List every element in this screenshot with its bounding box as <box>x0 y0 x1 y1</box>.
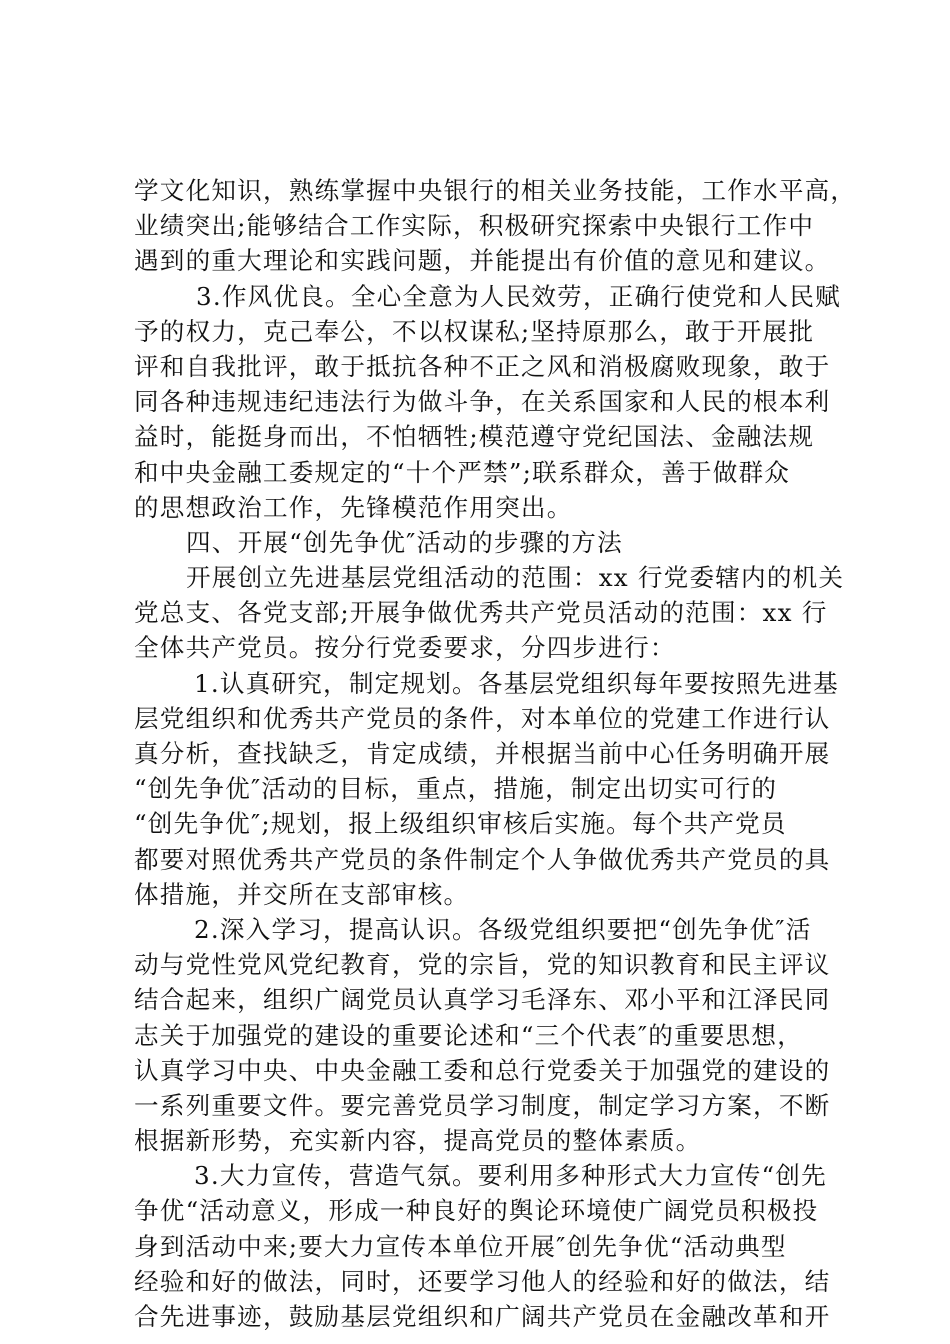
paragraph-start-line: 3.大力宣传，营造气氛。要利用多种形式大力宣传“创先 <box>194 1161 827 1191</box>
text-line: 的思想政治工作，先锋模范作用突出。 <box>134 492 573 522</box>
text-line: 和中央金融工委规定的“十个严禁”;联系群众，善于做群众 <box>134 457 791 487</box>
text-line: “创先争优″;规划，报上级组织审核后实施。每个共产党员 <box>134 809 787 839</box>
text-line: 全体共产党员。按分行党委要求，分四步进行： <box>134 633 676 663</box>
text-line: 同各种违规违纪违法行为做斗争，在关系国家和人民的根本利 <box>134 387 831 417</box>
text-line: 层党组织和优秀共产党员的条件，对本单位的党建工作进行认 <box>134 703 831 733</box>
text-line: 业绩突出;能够结合工作实际，积极研究探索中央银行工作中 <box>134 211 815 241</box>
paragraph-start-line: 1.认真研究，制定规划。各基层党组织每年要按照先进基 <box>194 668 839 698</box>
text-line: 合先进事迹，鼓励基层党组织和广阔共产党员在金融改革和开 <box>134 1302 831 1331</box>
text-line: 一系列重要文件。要完善党员学习制度，制定学习方案，不断 <box>134 1090 831 1120</box>
text-line: 学文化知识，熟练掌握中央银行的相关业务技能，工作水平高， <box>134 176 857 205</box>
text-line: 认真学习中央、中央金融工委和总行党委关于加强党的建设的 <box>134 1055 831 1085</box>
text-line: 益时，能挺身而出，不怕牺牲;模范遵守党纪国法、金融法规 <box>134 422 815 452</box>
text-line: 经验和好的做法，同时，还要学习他人的经验和好的做法，结 <box>134 1266 831 1296</box>
text-line: 予的权力，克己奉公，不以权谋私;坚持原那么，敢于开展批 <box>134 316 815 346</box>
document-body <box>134 173 857 1334</box>
text-line: 志关于加强党的建设的重要论述和“三个代表″的重要思想， <box>134 1020 804 1050</box>
paragraph-start-line: 3.作风优良。全心全意为人民效劳，正确行使党和人民赋 <box>196 281 841 311</box>
text-line: 遇到的重大理论和实践问题，并能提出有价值的意见和建议。 <box>134 246 831 276</box>
text-line: 体措施，并交所在支部审核。 <box>134 879 470 909</box>
paragraph-start-line: 开展创立先进基层党组活动的范围：xx 行党委辖内的机关 <box>186 563 845 593</box>
text-line: 党总支、各党支部;开展争做优秀共产党员活动的范围：xx 行 <box>134 598 828 628</box>
text-line: 都要对照优秀共产党员的条件制定个人争做优秀共产党员的具 <box>134 844 831 874</box>
paragraph-start-line: 2.深入学习，提高认识。各级党组织要把“创先争优″活 <box>194 914 812 944</box>
text-line: 结合起来，组织广阔党员认真学习毛泽东、邓小平和江泽民同 <box>134 985 831 1015</box>
section-heading: 四、开展“创先争优″活动的步骤的方法 <box>186 527 623 557</box>
text-line: 根据新形势，充实新内容，提高党员的整体素质。 <box>134 1126 702 1156</box>
text-line: 身到活动中来;要大力宣传本单位开展″创先争优“活动典型 <box>134 1231 787 1261</box>
text-line: “创先争优″活动的目标，重点，措施，制定出切实可行的 <box>134 774 778 804</box>
text-line: 争优“活动意义，形成一种良好的舆论环境使广阔党员积极投 <box>134 1196 819 1226</box>
text-line: 评和自我批评，敢于抵抗各种不正之风和消极腐败现象，敢于 <box>134 351 831 381</box>
text-line: 真分析，查找缺乏，肯定成绩，并根据当前中心任务明确开展 <box>134 739 831 768</box>
text-line: 动与党性党风党纪教育，党的宗旨，党的知识教育和民主评议 <box>134 950 831 980</box>
